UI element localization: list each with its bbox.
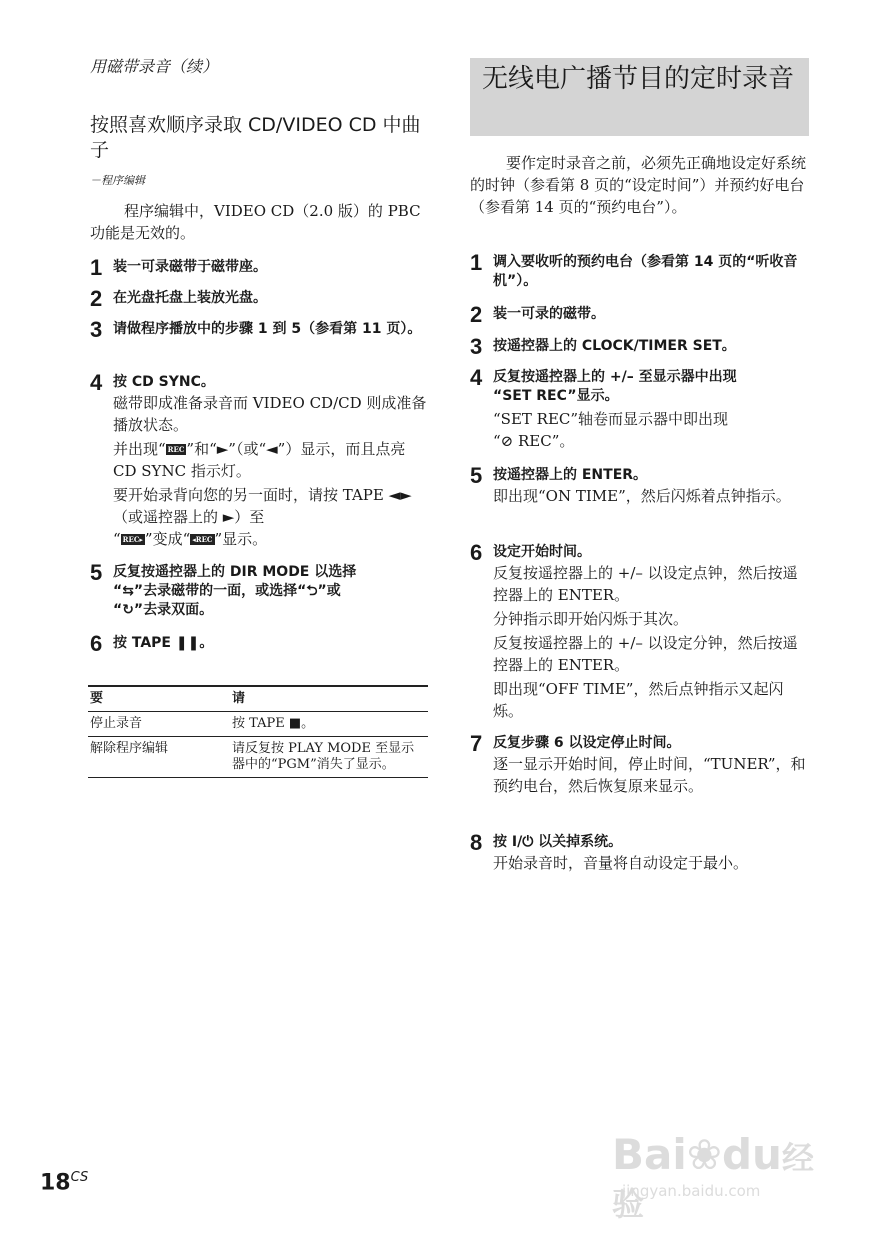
step-body: 要开始录背向您的另一面时，请按 TAPE ◄►（或遥控器上的 ►）至 xyxy=(113,486,412,526)
step-number: 6 xyxy=(90,631,103,656)
step-number: 3 xyxy=(470,334,483,359)
watermark-brand-2: du xyxy=(721,1130,782,1179)
step-number: 4 xyxy=(470,365,483,390)
table-header-cell: 请 xyxy=(230,686,428,712)
step-title: 反复按遥控器上的 DIR MODE 以选择 xyxy=(113,564,357,580)
watermark-url: jingyan.baidu.com xyxy=(622,1182,761,1200)
language-suffix: CS xyxy=(70,1170,89,1185)
step-title: 调入要收听的预约电台（参看第 14 页的“听收音机”）。 xyxy=(493,254,798,289)
table-cell: 按 TAPE ■。 xyxy=(230,712,428,737)
step-title: 按 TAPE ❚❚。 xyxy=(113,635,214,651)
page-number: $18^{CS}$ xyxy=(40,1170,89,1196)
left-step-1 xyxy=(90,255,430,280)
step-number: 2 xyxy=(90,286,103,311)
step-body: “ REC▸ ”变成“ ◂REC ”显示。 xyxy=(113,530,268,548)
right-step-7 xyxy=(470,731,810,797)
running-header: 用磁带录音（续） xyxy=(90,57,219,76)
summary-table xyxy=(88,685,428,778)
right-step-6 xyxy=(470,540,810,722)
step-title: 装一可录的磁带。 xyxy=(493,306,605,322)
step-title: “↻”去录双面。 xyxy=(113,602,214,618)
step-title: 按 CD SYNC。 xyxy=(113,374,215,390)
step-title: 按遥控器上的 CLOCK/TIMER SET。 xyxy=(493,338,736,354)
left-step-6 xyxy=(90,631,430,656)
step-body: 并出现“ REC ”和“►”（或“◄”）显示，而且点亮 CD SYNC 指示灯。 xyxy=(113,440,406,480)
left-step-4 xyxy=(90,370,430,550)
step-title: 反复步骤 6 以设定停止时间。 xyxy=(493,735,681,751)
step-body: 即出现“ON TIME”，然后闪烁着点钟指示。 xyxy=(493,487,791,505)
step-body: 磁带即成准备录音而 VIDEO CD/CD 则成准备播放状态。 xyxy=(113,394,427,434)
step-title: 按遥控器上的 ENTER。 xyxy=(493,467,648,483)
step-title: “⇆”去录磁带的一面，或选择“⮌”或 xyxy=(113,583,341,599)
step-number: 2 xyxy=(470,302,483,327)
left-heading: 按照喜欢顺序录取 CD/VIDEO CD 中曲子 xyxy=(90,114,421,161)
table-cell: 请反复按 PLAY MODE 至显示器中的“PGM”消失了显示。 xyxy=(230,737,428,778)
step-number: 8 xyxy=(470,830,483,855)
step-number: 1 xyxy=(470,250,483,275)
step-title: 按 I/⏻ 以关掉系统。 xyxy=(493,834,623,850)
step-number: 5 xyxy=(90,560,103,585)
step-body: 分钟指示即开始闪烁于其次。 xyxy=(493,610,689,628)
step-body: 即出现“OFF TIME”，然后点钟指示又起闪烁。 xyxy=(493,680,784,720)
paw-icon: ❀ xyxy=(686,1130,722,1179)
right-step-8 xyxy=(470,830,810,874)
step-body: “SET REC”轴卷而显示器中即出现 xyxy=(493,410,729,428)
step-body: 逐一显示开始时间，停止时间，“TUNER”，和预约电台，然后恢复原来显示。 xyxy=(493,755,806,795)
watermark-brand: Bai xyxy=(612,1130,687,1179)
left-step-5 xyxy=(90,560,430,620)
right-step-2 xyxy=(470,302,810,327)
step-body: 反复按遥控器上的 +/– 以设定点钟，然后按遥控器上的 ENTER。 xyxy=(493,564,798,604)
rec-forward-icon: REC▸ xyxy=(122,535,143,544)
right-step-5 xyxy=(470,463,810,507)
table-header-row xyxy=(88,686,428,712)
step-body: 反复按遥控器上的 +/– 以设定分钟，然后按遥控器上的 ENTER。 xyxy=(493,634,798,674)
step-number: 7 xyxy=(470,731,483,756)
step-title: 设定开始时间。 xyxy=(493,544,591,560)
step-title: 请做程序播放中的步骤 1 到 5（参看第 11 页）。 xyxy=(113,321,422,337)
left-step-2 xyxy=(90,286,430,311)
right-step-3 xyxy=(470,334,810,359)
step-number: 6 xyxy=(470,540,483,565)
rec-reverse-icon: ◂REC xyxy=(192,535,213,544)
watermark-cn: 经验 xyxy=(612,1139,814,1223)
right-heading: 无线电广播节目的定时录音 xyxy=(482,64,795,94)
left-subheading: －程序编辑 xyxy=(90,174,145,187)
rec-indicator-icon: REC xyxy=(167,445,185,454)
table-cell: 解除程序编辑 xyxy=(88,737,230,778)
table-header-cell: 要 xyxy=(88,686,230,712)
right-intro: 要作定时录音之前，必须先正确地设定好系统的时钟（参看第 8 页的“设定时间”）并预约好电台（参看第 14 页的“预约电台”）。 xyxy=(470,154,807,216)
left-intro: 程序编辑中，VIDEO CD（2.0 版）的 PBC 功能是无效的。 xyxy=(90,202,421,242)
step-number: 1 xyxy=(90,255,103,280)
table-cell: 停止录音 xyxy=(88,712,230,737)
step-title: “SET REC”显示。 xyxy=(493,388,619,404)
step-number: 4 xyxy=(90,370,103,395)
baidu-watermark xyxy=(612,1130,827,1223)
left-step-3 xyxy=(90,317,430,342)
table-row xyxy=(88,712,428,737)
step-title: 装一可录磁带于磁带座。 xyxy=(113,259,267,275)
step-body: 开始录音时，音量将自动设定于最小。 xyxy=(493,854,749,872)
table-row xyxy=(88,737,428,778)
step-title: 在光盘托盘上装放光盘。 xyxy=(113,290,267,306)
right-step-4 xyxy=(470,365,810,452)
step-number: 3 xyxy=(90,317,103,342)
step-number: 5 xyxy=(470,463,483,488)
step-body: “⊘ REC”。 xyxy=(493,432,575,450)
step-title: 反复按遥控器上的 +/– 至显示器中出现 xyxy=(493,369,737,385)
right-step-1 xyxy=(470,250,810,291)
